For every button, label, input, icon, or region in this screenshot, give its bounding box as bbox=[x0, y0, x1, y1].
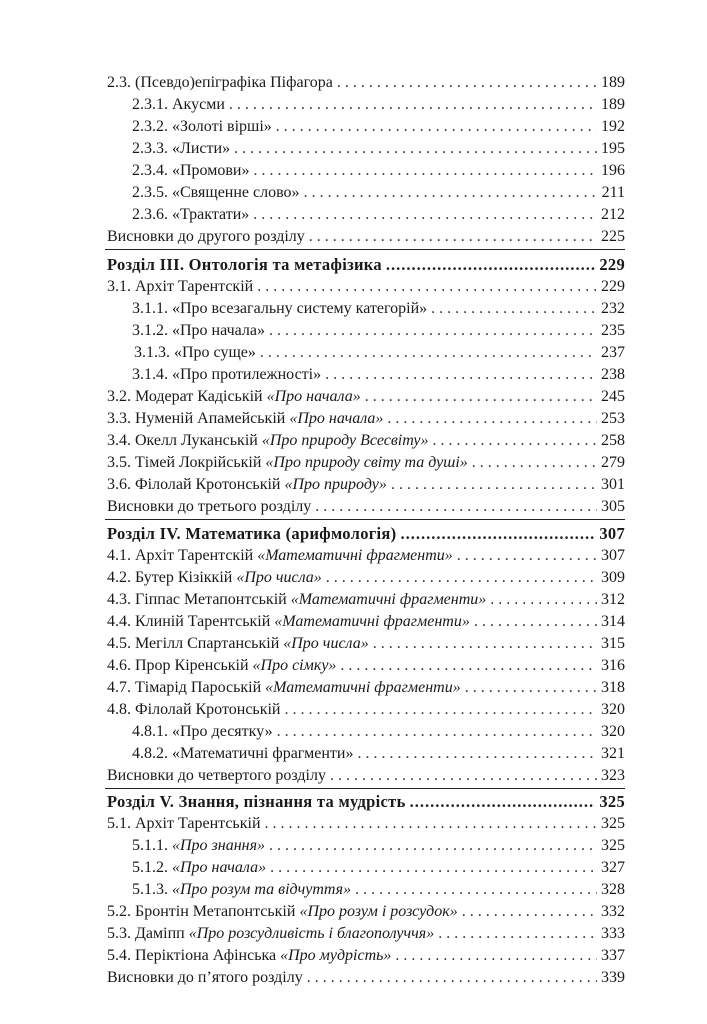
toc-part-heading[interactable] bbox=[107, 254, 625, 276]
toc-entry-page: 305 bbox=[601, 498, 625, 515]
leader-dots bbox=[309, 226, 597, 248]
toc-entry[interactable] bbox=[107, 226, 625, 248]
toc-entry-page: 212 bbox=[601, 206, 625, 223]
toc-entry-label: 3.1.4. «Про протилежності» bbox=[132, 366, 322, 383]
toc-entry-page: 229 bbox=[599, 255, 625, 274]
toc-entry-label bbox=[107, 545, 453, 567]
leader-dots bbox=[410, 791, 596, 813]
toc-entry-label bbox=[107, 474, 387, 496]
toc-entry-label: 2.3.6. «Трактати» bbox=[132, 206, 250, 223]
leader-dots bbox=[269, 835, 597, 857]
leader-dots bbox=[253, 204, 597, 226]
toc-entry[interactable] bbox=[132, 94, 625, 116]
toc-entry-page: 301 bbox=[601, 476, 625, 493]
toc-entry-page: 235 bbox=[601, 322, 625, 339]
leader-dots bbox=[395, 945, 597, 967]
author-label: 5.3. Даміпп bbox=[107, 925, 189, 942]
work-title: «Про розум та відчуття» bbox=[172, 881, 352, 898]
leader-dots bbox=[337, 72, 597, 94]
leader-dots bbox=[254, 160, 598, 182]
toc-entry[interactable] bbox=[107, 452, 625, 474]
toc-entry-page: 325 bbox=[601, 815, 625, 832]
toc-entry[interactable] bbox=[132, 298, 625, 320]
toc-entry-label: Розділ III. Онтологія та метафізика bbox=[107, 255, 382, 274]
toc-entry-label: 2.3. (Псевдо)епіграфіка Піфагора bbox=[107, 74, 333, 91]
toc-entry-label bbox=[107, 945, 391, 967]
toc-entry-page: 229 bbox=[601, 278, 625, 295]
work-title: «Про числа» bbox=[283, 635, 369, 652]
toc-entry-page: 258 bbox=[601, 432, 625, 449]
toc-entry[interactable] bbox=[107, 408, 625, 430]
author-label: 3.4. Окелл Луканській bbox=[107, 432, 262, 449]
leader-dots bbox=[277, 721, 597, 743]
toc-entry-label bbox=[107, 633, 369, 655]
toc-entry-label bbox=[107, 677, 461, 699]
leader-dots bbox=[386, 254, 595, 276]
leader-dots bbox=[438, 923, 597, 945]
toc-entry-label: Висновки до четвертого розділу bbox=[107, 767, 326, 784]
toc-entry[interactable] bbox=[132, 182, 625, 204]
author-label: 4.1. Архіт Тарентскій bbox=[107, 547, 258, 564]
section-divider bbox=[105, 249, 625, 250]
leader-dots bbox=[373, 633, 597, 655]
leader-dots bbox=[457, 545, 597, 567]
toc-entry[interactable] bbox=[107, 765, 625, 787]
toc-entry-page: 321 bbox=[601, 745, 625, 762]
toc-entry[interactable] bbox=[132, 879, 625, 901]
toc-entry-label bbox=[132, 857, 266, 879]
toc-entry-page: 315 bbox=[601, 635, 625, 652]
toc-entry[interactable] bbox=[107, 633, 625, 655]
leader-dots bbox=[490, 589, 597, 611]
toc-entry-label: Висновки до третього розділу bbox=[107, 498, 312, 515]
leader-dots bbox=[431, 298, 597, 320]
toc-entry-page: 318 bbox=[601, 679, 625, 696]
toc-entry[interactable] bbox=[107, 474, 625, 496]
toc-entry-page: 333 bbox=[601, 925, 625, 942]
author-label: 4.3. Гіппас Метапонтській bbox=[107, 591, 291, 608]
leader-dots bbox=[400, 523, 595, 545]
toc-entry-label: 2.3.1. Акусми bbox=[132, 96, 225, 113]
toc-entry-label bbox=[107, 408, 383, 430]
work-title: «Про числа» bbox=[236, 569, 322, 586]
leader-dots bbox=[269, 320, 597, 342]
toc-entry-label bbox=[132, 835, 265, 857]
toc-entry-label bbox=[107, 567, 322, 589]
toc-entry-page: 320 bbox=[601, 701, 625, 718]
toc-entry-label: 3.1.1. «Про всезагальну систему категорій» bbox=[132, 300, 428, 317]
toc-entry[interactable] bbox=[107, 386, 625, 408]
work-title: «Про знання» bbox=[172, 837, 266, 854]
toc-entry[interactable] bbox=[107, 276, 625, 298]
toc-entry-label: 5.1. Архіт Тарентській bbox=[107, 815, 261, 832]
toc-entry-label bbox=[107, 901, 458, 923]
leader-dots bbox=[325, 364, 597, 386]
toc-entry-label: Розділ V. Знання, пізнання та мудрість bbox=[107, 792, 406, 811]
toc-entry[interactable] bbox=[134, 342, 625, 364]
toc-entry-label bbox=[107, 452, 468, 474]
toc-entry[interactable] bbox=[132, 721, 625, 743]
toc-entry-label bbox=[107, 655, 336, 677]
toc-part-heading[interactable] bbox=[107, 523, 625, 545]
leader-dots bbox=[355, 879, 597, 901]
work-title: «Математичні фрагменти» bbox=[265, 679, 461, 696]
toc-entry[interactable] bbox=[132, 116, 625, 138]
toc-entry-page: 253 bbox=[601, 410, 625, 427]
work-title: «Про розсудливість і благополуччя» bbox=[188, 925, 435, 942]
work-title: «Про розум і розсудок» bbox=[299, 903, 458, 920]
toc-entry-page: 238 bbox=[601, 366, 625, 383]
toc-entry-page: 225 bbox=[601, 228, 625, 245]
work-title: «Про природу» bbox=[284, 476, 387, 493]
toc-entry-page: 328 bbox=[601, 881, 625, 898]
toc-entry-label: 3.1. Архіт Тарентскій bbox=[107, 278, 254, 295]
leader-dots bbox=[285, 699, 598, 721]
leader-dots bbox=[391, 474, 597, 496]
author-label: 3.6. Філолай Кротонській bbox=[107, 476, 285, 493]
number-label: 5.1.3. bbox=[132, 881, 172, 898]
toc-entry-page: 314 bbox=[601, 613, 625, 630]
leader-dots bbox=[234, 138, 597, 160]
work-title: «Про природу Всесвіту» bbox=[261, 432, 429, 449]
work-title: «Про природу світу та душі» bbox=[265, 454, 468, 471]
leader-dots bbox=[357, 743, 597, 765]
leader-dots bbox=[365, 386, 597, 408]
toc-entry[interactable] bbox=[132, 857, 625, 879]
author-label: 4.4. Клиній Тарентській bbox=[107, 613, 275, 630]
toc-entry-label: 4.8. Філолай Кротонській bbox=[107, 701, 281, 718]
toc-entry-label bbox=[107, 923, 434, 945]
toc-entry-page: 189 bbox=[601, 74, 625, 91]
toc-entry-page: 237 bbox=[601, 344, 625, 361]
toc-entry-page: 211 bbox=[601, 184, 625, 201]
toc-entry-page: 309 bbox=[601, 569, 625, 586]
leader-dots bbox=[387, 408, 597, 430]
leader-dots bbox=[474, 611, 597, 633]
toc-entry[interactable] bbox=[132, 160, 625, 182]
leader-dots bbox=[432, 430, 597, 452]
toc-entry-label: 2.3.2. «Золоті вірші» bbox=[132, 118, 272, 135]
author-label: 4.5. Мегілл Спартанській bbox=[107, 635, 284, 652]
toc-entry-page: 339 bbox=[601, 969, 625, 986]
author-label: 5.4. Періктіона Афінська bbox=[107, 947, 281, 964]
toc-entry[interactable] bbox=[107, 923, 625, 945]
toc-entry[interactable] bbox=[107, 496, 625, 518]
toc-part-heading[interactable] bbox=[107, 791, 625, 813]
toc-entry[interactable] bbox=[107, 545, 625, 567]
toc-entry-label: 3.1.3. «Про суще» bbox=[134, 344, 256, 361]
toc-entry[interactable] bbox=[107, 567, 625, 589]
leader-dots bbox=[265, 813, 598, 835]
leader-dots bbox=[307, 967, 597, 989]
toc-entry[interactable] bbox=[107, 967, 625, 989]
number-label: 5.1.1. bbox=[132, 837, 172, 854]
toc-entry-label: 2.3.4. «Промови» bbox=[132, 162, 250, 179]
author-label: 4.6. Прор Кіренській bbox=[107, 657, 253, 674]
leader-dots bbox=[462, 901, 597, 923]
toc-entry-page: 192 bbox=[601, 118, 625, 135]
work-title: «Математичні фрагменти» bbox=[290, 591, 487, 608]
leader-dots bbox=[229, 94, 597, 116]
toc-entry-label: Висновки до п’ятого розділу bbox=[107, 969, 303, 986]
toc-entry-page: 332 bbox=[601, 903, 625, 920]
leader-dots bbox=[304, 182, 598, 204]
toc-entry[interactable] bbox=[107, 72, 625, 94]
leader-dots bbox=[472, 452, 597, 474]
toc-entry[interactable] bbox=[132, 204, 625, 226]
toc-entry-label: Розділ IV. Математика (арифмологія) bbox=[107, 524, 397, 543]
toc-entry-page: 325 bbox=[599, 792, 625, 811]
toc-entry[interactable] bbox=[132, 364, 625, 386]
toc-entry-page: 279 bbox=[601, 454, 625, 471]
toc-entry-page: 307 bbox=[599, 524, 625, 543]
toc-entry-label: 2.3.3. «Листи» bbox=[132, 140, 231, 157]
work-title: «Про мудрість» bbox=[280, 947, 392, 964]
toc-entry[interactable] bbox=[132, 743, 625, 765]
toc-entry[interactable] bbox=[107, 611, 625, 633]
work-title: «Про сімку» bbox=[252, 657, 337, 674]
leader-dots bbox=[465, 677, 597, 699]
toc-entry-label: 3.1.2. «Про начала» bbox=[132, 322, 265, 339]
toc-entry[interactable] bbox=[107, 901, 625, 923]
toc-entry-label: 4.8.2. «Математичні фрагменти» bbox=[132, 745, 354, 762]
work-title: «Математичні фрагменти» bbox=[257, 547, 453, 564]
leader-dots bbox=[276, 116, 597, 138]
work-title: «Про начала» bbox=[289, 410, 384, 427]
author-label: 3.2. Модерат Кадіській bbox=[107, 388, 267, 405]
leader-dots bbox=[270, 857, 597, 879]
leader-dots bbox=[315, 496, 597, 518]
toc-entry-label bbox=[107, 611, 470, 633]
toc-entry[interactable] bbox=[107, 430, 625, 452]
author-label: 3.3. Нуменій Апамейській bbox=[107, 410, 290, 427]
toc-entry-label: 4.8.1. «Про десятку» bbox=[132, 723, 273, 740]
toc-entry-page: 320 bbox=[601, 723, 625, 740]
toc-entry[interactable] bbox=[132, 320, 625, 342]
toc-entry-label bbox=[132, 879, 351, 901]
section-divider bbox=[105, 519, 625, 520]
leader-dots bbox=[340, 655, 597, 677]
leader-dots bbox=[260, 342, 597, 364]
toc-entry-page: 325 bbox=[601, 837, 625, 854]
toc-entry-page: 189 bbox=[601, 96, 625, 113]
toc-entry-page: 316 bbox=[601, 657, 625, 674]
toc-entry-label bbox=[107, 430, 428, 452]
toc-entry[interactable] bbox=[107, 699, 625, 721]
toc-entry-page: 312 bbox=[601, 591, 625, 608]
author-label: 4.2. Бутер Кізіккій bbox=[107, 569, 237, 586]
toc-entry-page: 307 bbox=[601, 547, 625, 564]
toc-entry-page: 232 bbox=[601, 300, 625, 317]
toc-entry-label bbox=[107, 386, 361, 408]
leader-dots bbox=[330, 765, 597, 787]
toc-entry[interactable] bbox=[107, 813, 625, 835]
toc-entry[interactable] bbox=[107, 655, 625, 677]
toc-entry-label: 2.3.5. «Священне слово» bbox=[132, 184, 300, 201]
toc-entry-page: 323 bbox=[601, 767, 625, 784]
leader-dots bbox=[257, 276, 597, 298]
work-title: «Про начала» bbox=[172, 859, 267, 876]
toc-entry[interactable] bbox=[132, 138, 625, 160]
work-title: «Математичні фрагменти» bbox=[274, 613, 470, 630]
toc-entry[interactable] bbox=[132, 835, 625, 857]
section-divider bbox=[105, 788, 625, 789]
work-title: «Про начала» bbox=[266, 388, 361, 405]
toc-entry-label: Висновки до другого розділу bbox=[107, 228, 305, 245]
leader-dots bbox=[326, 567, 597, 589]
toc-entry-page: 195 bbox=[601, 140, 625, 157]
toc-entry-page: 245 bbox=[601, 388, 625, 405]
number-label: 5.1.2. bbox=[132, 859, 172, 876]
toc-entry-page: 337 bbox=[601, 947, 625, 964]
author-label: 3.5. Тімей Локрійській bbox=[107, 454, 266, 471]
toc-entry-page: 327 bbox=[601, 859, 625, 876]
toc-entry[interactable] bbox=[107, 945, 625, 967]
toc-entry-page: 196 bbox=[601, 162, 625, 179]
toc-entry[interactable] bbox=[107, 589, 625, 611]
toc-entry[interactable] bbox=[107, 677, 625, 699]
toc-entry-label bbox=[107, 589, 486, 611]
author-label: 5.2. Бронтін Метапонтській bbox=[107, 903, 300, 920]
author-label: 4.7. Тімарід Пароській bbox=[107, 679, 266, 696]
